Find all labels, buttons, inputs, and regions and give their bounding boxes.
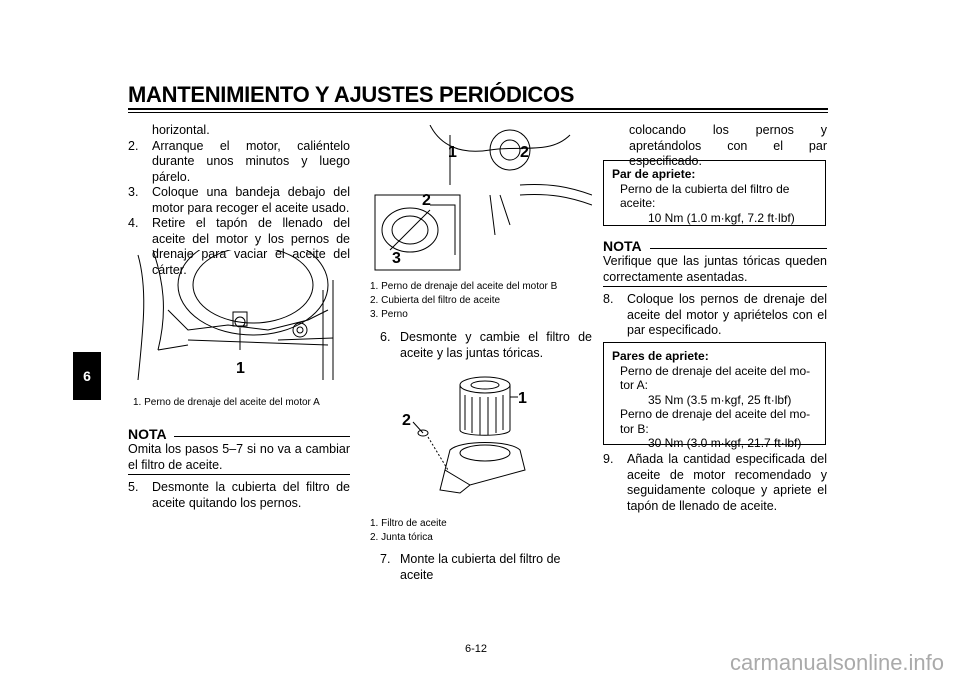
callout-3: 3 [392, 250, 401, 267]
step-number: 4. [128, 216, 139, 230]
step-text: Desmonte y cambie el filtro de aceite y las juntas tóricas. [400, 330, 592, 360]
nota-rule [174, 436, 350, 437]
caption-item: 1. Filtro de aceite [370, 518, 447, 529]
torque-line: Perno de la cubierta del filtro de [620, 181, 790, 196]
captions-c [370, 517, 592, 545]
torque-value: 10 Nm (1.0 m·kgf, 7.2 ft·lbf) [648, 210, 795, 225]
nota-end-rule-2 [603, 286, 827, 287]
step-7 [380, 552, 592, 583]
nota-text-2: Verifique que las juntas tóricas queden correctamente asentadas. [603, 254, 827, 284]
captions-b [370, 280, 592, 322]
step-5 [128, 480, 350, 511]
step-8 [603, 292, 827, 339]
step-number: 3. [128, 185, 139, 199]
torque-value: 35 Nm (3.5 m·kgf, 25 ft·lbf) [648, 392, 792, 407]
callout-2: 2 [520, 144, 529, 161]
torque-box-2 [603, 342, 826, 450]
watermark: carmanualsonline.info [730, 650, 945, 675]
step-text: Retire el tapón de llenado del aceite del motor y los pernos de drenaje para vaciar el aceite del cárter. [152, 216, 350, 277]
torque-line: aceite: [620, 196, 656, 210]
filter-cover-illustration [370, 125, 592, 275]
step-text: Añada la cantidad especificada del aceite de motor recomendado y seguidamente coloque y apriete el tapón de llenado de aceite. [627, 452, 827, 513]
torque-line: tor A: [620, 378, 649, 392]
caption-item: 3. Perno [370, 309, 408, 320]
step-text: Coloque los pernos de drenaje del aceite del motor y apriételos con el par especificado. [627, 292, 827, 337]
step-text: Monte la cubierta del filtro de aceite [400, 552, 561, 582]
step-9 [603, 452, 827, 514]
caption-item: 1. Perno de drenaje del aceite del motor B [370, 281, 558, 292]
intro-text: horizontal. [152, 123, 210, 137]
torque-line: tor B: [620, 421, 649, 436]
callout-2: 2 [402, 412, 411, 429]
callout-1: 1 [518, 390, 527, 407]
torque-title: Pares de apriete: [612, 349, 709, 363]
step-text: Arranque el motor, caliéntelo durante unos minutos y luego párelo. [152, 138, 350, 184]
step-number: 8. [603, 292, 614, 306]
callout-1: 1 [448, 144, 457, 161]
step-3 [128, 185, 350, 216]
step-number: 5. [128, 480, 139, 494]
engine-drain-illustration-a [128, 250, 350, 385]
header-rule [128, 108, 828, 110]
step-number: 2. [128, 138, 139, 153]
chapter-tab: 6 [73, 352, 101, 400]
nota-rule-2 [650, 248, 827, 249]
header-rule-thin [128, 112, 828, 113]
page-number: 6-12 [465, 643, 488, 655]
step-number: 9. [603, 452, 614, 466]
torque-value: 30 Nm (3.0 m·kgf, 21.7 ft·lbf) [648, 436, 802, 450]
step-number: 7. [380, 552, 391, 566]
step-text: Desmonte la cubierta del filtro de aceite quitando los pernos. [152, 480, 350, 510]
callout-1: 1 [236, 360, 245, 377]
torque-line: Perno de drenaje del aceite del mo- [620, 407, 811, 421]
torque-title: Par de apriete: [612, 167, 696, 181]
step-6 [380, 330, 592, 361]
page-title: MANTENIMIENTO Y AJUSTES PERIÓDICOS [128, 82, 575, 107]
caption-a: 1. Perno de drenaje del aceite del motor A [133, 397, 320, 408]
step-text: Coloque una bandeja debajo del motor para recoger el aceite usado. [152, 185, 350, 215]
nota-heading: NOTA [128, 426, 167, 442]
step-2 [128, 139, 350, 186]
torque-line: Perno de drenaje del aceite del mo- [620, 363, 811, 378]
oil-filter-illustration [390, 375, 550, 510]
step-number: 6. [380, 330, 391, 344]
caption-item: 2. Junta tórica [370, 532, 433, 543]
nota-end-rule [128, 474, 350, 475]
torque-box-1 [603, 160, 826, 226]
step-7-continued: colocando los pernos y apretándolos con el par especificado. [629, 123, 827, 168]
caption-item: 2. Cubierta del filtro de aceite [370, 295, 501, 306]
callout-2-cover: 2 [422, 192, 431, 209]
nota-text: Omita los pasos 5–7 si no va a cambiar el filtro de aceite. [128, 442, 350, 472]
nota-heading-2: NOTA [603, 238, 642, 254]
